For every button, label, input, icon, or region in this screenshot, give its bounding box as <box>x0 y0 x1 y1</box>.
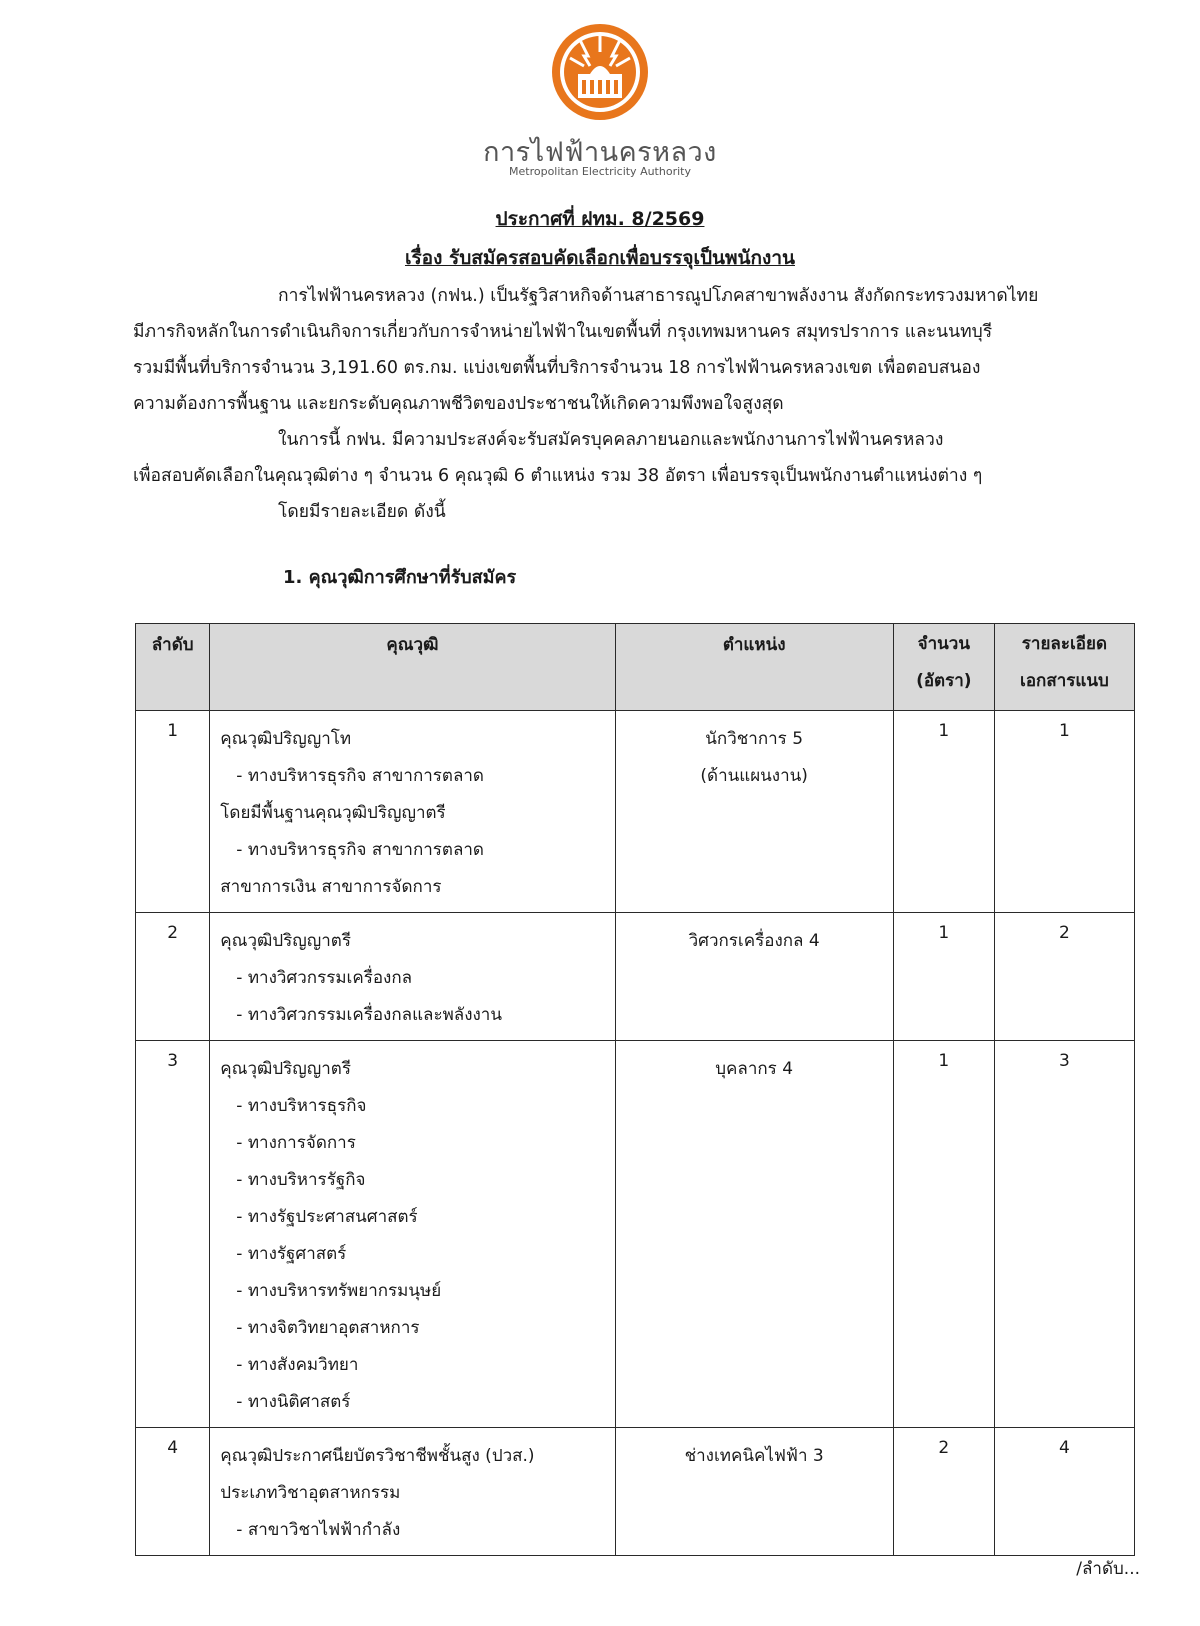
announcement-subject: เรื่อง รับสมัครสอบคัดเลือกเพื่อบรรจุเป็นพนักงาน <box>404 247 795 269</box>
cell-document: 3 <box>994 1041 1134 1428</box>
qual-line: - สาขาวิชาไฟฟ้ากำลัง <box>236 1520 401 1540</box>
qual-line: - ทางรัฐศาสตร์ <box>236 1244 347 1264</box>
qual-line: คุณวุฒิปริญญาตรี <box>220 931 351 951</box>
cell-position <box>615 711 893 913</box>
cell-qualification <box>210 1428 615 1556</box>
table-row <box>136 1428 1135 1556</box>
qual-line: - ทางการจัดการ <box>236 1133 356 1153</box>
cell-document: 1 <box>994 711 1134 913</box>
qual-line: คุณวุฒิปริญญาตรี <box>220 1059 351 1079</box>
org-name-english: Metropolitan Electricity Authority <box>509 165 691 178</box>
cell-count: 1 <box>893 1041 994 1428</box>
cell-position <box>615 913 893 1041</box>
position-title: บุคลากร 4 <box>715 1059 794 1079</box>
cell-document: 2 <box>994 913 1134 1041</box>
cell-qualification <box>210 913 615 1041</box>
position-subtitle: (ด้านแผนงาน) <box>700 766 808 786</box>
qual-line: คุณวุฒิปริญญาโท <box>220 729 352 749</box>
header-doc-sub: เอกสารแนบ <box>1020 671 1109 691</box>
cell-order: 4 <box>136 1428 210 1556</box>
qual-line: - ทางสังคมวิทยา <box>236 1355 359 1375</box>
cell-count: 2 <box>893 1428 994 1556</box>
header-order-label: ลำดับ <box>151 635 194 655</box>
intro-line: รวมมีพื้นที่บริการจำนวน 3,191.60 ตร.กม. แบ่งเขตพื้นที่บริการจำนวน 18 การไฟฟ้านครหลวงเขต เพื่อตอบสนอง <box>133 358 981 378</box>
org-name-thai: การไฟฟ้านครหลวง <box>483 137 717 168</box>
header-qualification <box>210 624 615 711</box>
qual-line: - ทางรัฐประศาสนศาสตร์ <box>236 1207 418 1227</box>
cell-document: 4 <box>994 1428 1134 1556</box>
cell-position <box>615 1041 893 1428</box>
qual-line: - ทางจิตวิทยาอุตสาหการ <box>236 1318 420 1338</box>
continued-marker: /ลำดับ... <box>1076 1559 1140 1579</box>
table-row <box>136 913 1135 1041</box>
table-row <box>136 1041 1135 1428</box>
intro-line: การไฟฟ้านครหลวง (กฟน.) เป็นรัฐวิสาหกิจด้านสาธารณูปโภคสาขาพลังงาน สังกัดกระทรวงมหาดไทย <box>278 286 1039 306</box>
cell-qualification <box>210 711 615 913</box>
qual-line: สาขาการเงิน สาขาการจัดการ <box>220 877 442 897</box>
section-heading: 1. คุณวุฒิการศึกษาที่รับสมัคร <box>283 567 517 588</box>
cell-count: 1 <box>893 913 994 1041</box>
qual-line: โดยมีพื้นฐานคุณวุฒิปริญญาตรี <box>220 803 446 823</box>
cell-qualification <box>210 1041 615 1428</box>
qual-line: - ทางวิศวกรรมเครื่องกลและพลังงาน <box>236 1005 502 1025</box>
cell-order: 1 <box>136 711 210 913</box>
position-title: ช่างเทคนิคไฟฟ้า 3 <box>684 1446 824 1466</box>
qual-line: - ทางวิศวกรรมเครื่องกล <box>236 968 413 988</box>
intro-line: มีภารกิจหลักในการดำเนินกิจการเกี่ยวกับการจำหน่ายไฟฟ้าในเขตพื้นที่ กรุงเทพมหานคร สมุทรปราการ และนนทบุรี <box>133 322 993 342</box>
qual-line: - ทางบริหารธุรกิจ <box>236 1096 367 1116</box>
header-doc-label: รายละเอียด <box>1021 634 1108 654</box>
cell-count: 1 <box>893 711 994 913</box>
announcement-number: ประกาศที่ ฝทม. 8/2569 <box>495 208 705 230</box>
qual-line: - ทางบริหารธุรกิจ สาขาการตลาด <box>236 766 484 786</box>
position-title: นักวิชาการ 5 <box>705 729 804 749</box>
table-header-row <box>136 624 1135 711</box>
intro-line: เพื่อสอบคัดเลือกในคุณวุฒิต่าง ๆ จำนวน 6 คุณวุฒิ 6 ตำแหน่ง รวม 38 อัตรา เพื่อบรรจุเป็นพนักงานตำแหน่งต่าง ๆ <box>133 466 983 486</box>
qual-line: ประเภทวิชาอุตสาหกรรม <box>220 1483 401 1503</box>
table-row <box>136 711 1135 913</box>
qualifications-table <box>135 623 1135 1556</box>
header-qualification-label: คุณวุฒิ <box>386 635 439 655</box>
header-document <box>994 624 1134 711</box>
mea-emblem-icon <box>550 22 650 122</box>
cell-order: 3 <box>136 1041 210 1428</box>
position-title: วิศวกรเครื่องกล 4 <box>688 931 820 951</box>
intro-line: โดยมีรายละเอียด ดังนี้ <box>278 502 446 522</box>
header-position <box>615 624 893 711</box>
qual-line: - ทางบริหารรัฐกิจ <box>236 1170 366 1190</box>
header-count <box>893 624 994 711</box>
header-order <box>136 624 210 711</box>
intro-line: ในการนี้ กฟน. มีความประสงค์จะรับสมัครบุคคลภายนอกและพนักงานการไฟฟ้านครหลวง <box>278 430 944 450</box>
qual-line: คุณวุฒิประกาศนียบัตรวิชาชีพชั้นสูง (ปวส.) <box>220 1446 535 1466</box>
header-count-label: จำนวน <box>917 634 970 654</box>
qual-line: - ทางนิติศาสตร์ <box>236 1392 351 1412</box>
header-position-label: ตำแหน่ง <box>722 635 786 655</box>
intro-line: ความต้องการพื้นฐาน และยกระดับคุณภาพชีวิตของประชาชนให้เกิดความพึงพอใจสูงสุด <box>133 394 784 414</box>
qual-line: - ทางบริหารทรัพยากรมนุษย์ <box>236 1281 442 1301</box>
cell-order: 2 <box>136 913 210 1041</box>
cell-position <box>615 1428 893 1556</box>
header-count-unit: (อัตรา) <box>916 671 972 691</box>
mea-logo <box>0 22 1200 126</box>
qual-line: - ทางบริหารธุรกิจ สาขาการตลาด <box>236 840 484 860</box>
